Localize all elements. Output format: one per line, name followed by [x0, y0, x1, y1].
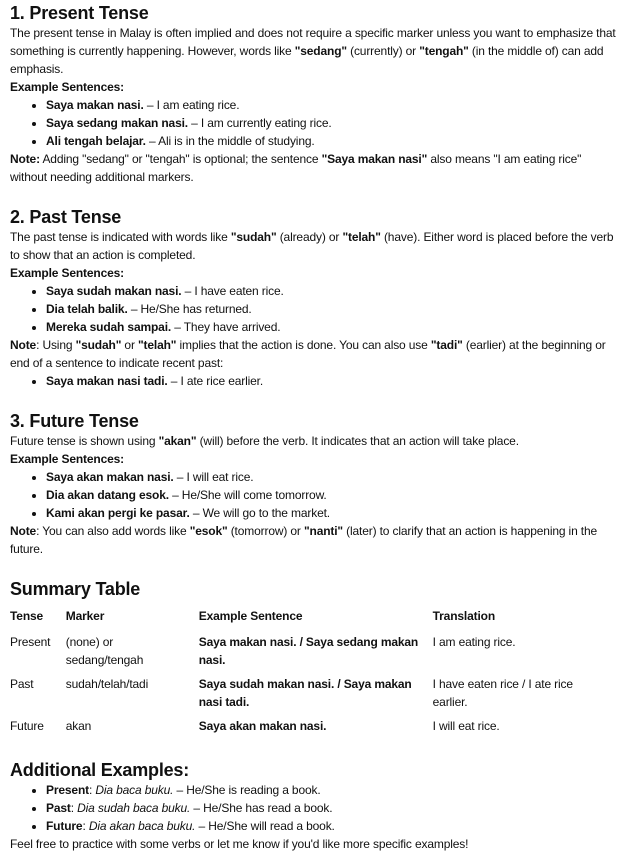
text-segment: (earlier) at the beginning or end of a sentence to indicate recent past:: [10, 338, 606, 370]
summary-heading: Summary Table: [10, 579, 141, 599]
text-segment: Saya makan nasi.: [46, 98, 144, 112]
text-segment: "sedang": [294, 44, 347, 58]
column-header: Marker: [65, 609, 105, 623]
table-row: [10, 631, 616, 673]
text-segment: Example Sentences:: [10, 80, 125, 94]
bullet-list: [10, 282, 616, 336]
section: [10, 2, 616, 186]
text-segment: Example Sentences:: [10, 452, 125, 466]
additional-section: [10, 759, 616, 853]
bullet-list: [10, 468, 616, 522]
paragraph: [10, 450, 616, 468]
text-segment: "akan": [158, 434, 197, 448]
text-segment: – I ate rice earlier.: [167, 374, 264, 388]
paragraph: [10, 150, 616, 186]
text-segment: The present tense in Malay is often implied and does not require a specific marker unless you want to emphasize that something is currently happening. However, words like: [10, 26, 616, 58]
text-segment: (later) to clarify that an action is happening in the future.: [10, 524, 598, 556]
text-segment: "Saya makan nasi": [321, 152, 428, 166]
text-segment: "nanti": [303, 524, 343, 538]
text-segment: Future tense is shown using: [10, 434, 159, 448]
list-item: [46, 132, 616, 150]
list-item: [46, 504, 616, 522]
text-segment: Note:: [10, 152, 40, 166]
text-segment: Saya sudah makan nasi.: [46, 284, 182, 298]
text-segment: – He/She has returned.: [127, 302, 252, 316]
text-segment: Saya akan makan nasi.: [46, 470, 174, 484]
paragraph: [10, 264, 616, 282]
table-cell: Saya sudah makan nasi. / Saya makan nasi tadi.: [198, 677, 412, 709]
text-segment: Future: [46, 819, 83, 833]
text-segment: "tadi": [430, 338, 463, 352]
text-segment: Dia sudah baca buku.: [77, 801, 191, 815]
text-segment: Note: [10, 524, 37, 538]
table-cell: Saya akan makan nasi.: [198, 719, 327, 733]
paragraph: [10, 24, 616, 78]
text-segment: – He/She will come tomorrow.: [168, 488, 327, 502]
text-segment: – He/She is reading a book.: [173, 783, 321, 797]
text-segment: "telah": [137, 338, 177, 352]
table-row: [10, 715, 616, 739]
text-segment: Note: [10, 338, 37, 352]
text-segment: "telah": [342, 230, 381, 244]
text-segment: – I have eaten rice.: [181, 284, 284, 298]
text-segment: (already) or: [276, 230, 343, 244]
text-segment: Saya sedang makan nasi.: [46, 116, 188, 130]
table-cell: I have eaten rice / I ate rice earlier.: [432, 677, 573, 709]
text-segment: The past tense is indicated with words like: [10, 230, 231, 244]
text-segment: Dia akan datang esok.: [46, 488, 169, 502]
list-item: [46, 468, 616, 486]
column-header: Example Sentence: [198, 609, 303, 623]
paragraph: [10, 78, 616, 96]
list-item: [46, 114, 616, 132]
section-heading: 3. Future Tense: [10, 411, 139, 431]
paragraph: [10, 336, 616, 372]
text-segment: Adding "sedang" or "tengah" is optional; the sentence: [39, 152, 322, 166]
text-segment: – We will go to the market.: [189, 506, 330, 520]
text-segment: – They have arrived.: [171, 320, 281, 334]
text-segment: Mereka sudah sampai.: [46, 320, 172, 334]
text-segment: Dia baca buku.: [95, 783, 174, 797]
section: [10, 206, 616, 390]
text-segment: :: [70, 801, 78, 815]
bullet-list: [10, 96, 616, 150]
list-item: [46, 300, 616, 318]
text-segment: – I will eat rice.: [173, 470, 254, 484]
text-segment: Present: [46, 783, 89, 797]
paragraph: [10, 228, 616, 264]
list-item: [46, 799, 616, 817]
column-header: Translation: [432, 609, 496, 623]
list-item: [46, 781, 616, 799]
closing-text: Feel free to practice with some verbs or let me know if you'd like more specific examples!: [10, 837, 469, 851]
text-segment: :: [82, 819, 89, 833]
text-segment: Dia akan baca buku.: [88, 819, 196, 833]
list-item: [46, 282, 616, 300]
section-heading: 1. Present Tense: [10, 3, 149, 23]
text-segment: (currently) or: [346, 44, 420, 58]
text-segment: :: [88, 783, 96, 797]
text-segment: – I am eating rice.: [143, 98, 240, 112]
list-item: [46, 486, 616, 504]
table-row: [10, 673, 616, 715]
text-segment: implies that the action is done. You can also use: [176, 338, 431, 352]
text-segment: – He/She will read a book.: [195, 819, 335, 833]
additional-heading: Additional Examples:: [10, 760, 190, 780]
text-segment: : You can also add words like: [36, 524, 190, 538]
table-cell: I am eating rice.: [432, 635, 516, 649]
table-cell: I will eat rice.: [432, 719, 500, 733]
table-cell: Past: [10, 677, 34, 691]
summary-table: [10, 604, 616, 739]
text-segment: or: [121, 338, 138, 352]
table-header-row: [10, 604, 616, 631]
text-segment: : Using: [36, 338, 76, 352]
summary-section: [10, 578, 616, 739]
text-segment: – Ali is in the middle of studying.: [145, 134, 315, 148]
list-item: [46, 372, 616, 390]
text-segment: "tengah": [419, 44, 469, 58]
text-segment: "sudah": [230, 230, 277, 244]
text-segment: Saya makan nasi tadi.: [46, 374, 168, 388]
table-cell: akan: [65, 719, 92, 733]
text-segment: (tomorrow) or: [227, 524, 304, 538]
column-header: Tense: [10, 609, 44, 623]
table-cell: sudah/telah/tadi: [65, 677, 149, 691]
text-segment: also means "I am eating rice" without needing additional markers.: [10, 152, 582, 184]
section-heading: 2. Past Tense: [10, 207, 122, 227]
table-cell: (none) or sedang/tengah: [65, 635, 144, 667]
table-cell: Saya makan nasi. / Saya sedang makan nasi.: [198, 635, 419, 667]
text-segment: Dia telah balik.: [46, 302, 128, 316]
text-segment: "esok": [189, 524, 228, 538]
text-segment: – I am currently eating rice.: [187, 116, 332, 130]
paragraph: [10, 432, 616, 450]
table-cell: Present: [10, 635, 51, 649]
text-segment: Example Sentences:: [10, 266, 125, 280]
list-item: [46, 318, 616, 336]
list-item: [46, 817, 616, 835]
section: [10, 410, 616, 558]
text-segment: (in the middle of) can add emphasis.: [10, 44, 604, 76]
bullet-list: [10, 781, 616, 835]
list-item: [46, 96, 616, 114]
text-segment: Ali tengah belajar.: [46, 134, 146, 148]
bullet-list: [10, 372, 616, 390]
paragraph: [10, 522, 616, 558]
text-segment: (will) before the verb. It indicates that an action will take place.: [196, 434, 519, 448]
text-segment: Kami akan pergi ke pasar.: [46, 506, 190, 520]
text-segment: "sudah": [75, 338, 122, 352]
table-cell: Future: [10, 719, 44, 733]
text-segment: – He/She has read a book.: [190, 801, 333, 815]
text-segment: (have). Either word is placed before the verb to show that an action is completed.: [10, 230, 614, 262]
text-segment: Past: [46, 801, 71, 815]
